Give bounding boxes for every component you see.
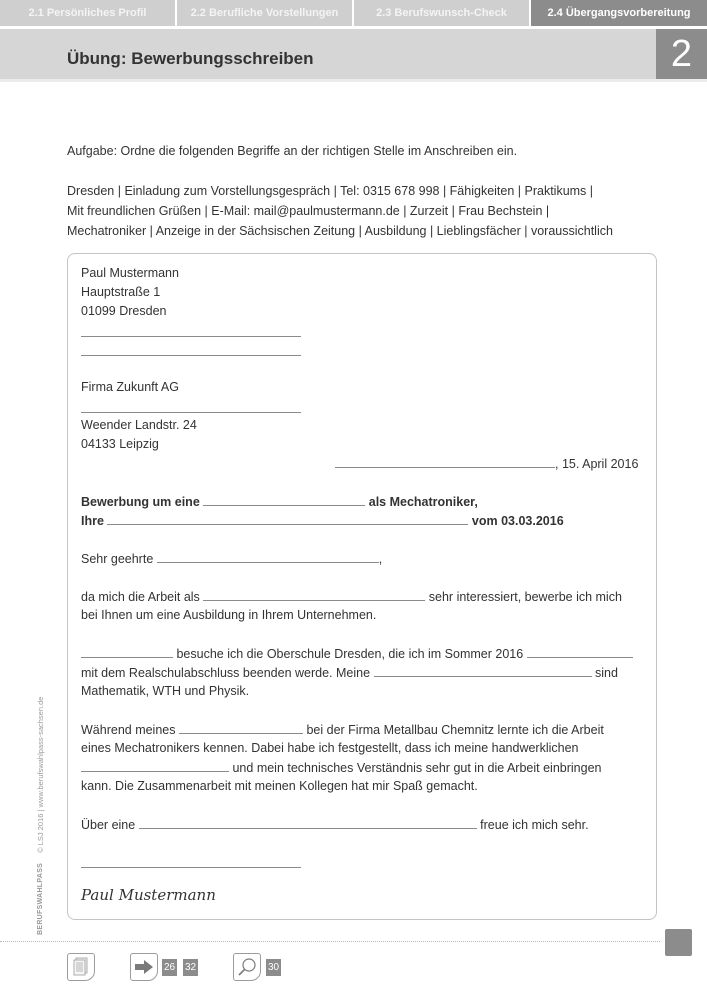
paragraph-3-line-4: kann. Die Zusammenarbeit mit meinen Kollegen hat mir Spaß gemacht.: [81, 779, 478, 793]
term-line: Mechatroniker | Anzeige in der Sächsischen Zeitung | Ausbildung | Lieblingsfächer | voraussichtlich: [67, 224, 613, 238]
header-divider: [0, 79, 707, 82]
letter-box: [67, 253, 657, 920]
paragraph-text: besuche ich die Oberschule Dresden, die ich im Sommer 2016: [176, 647, 524, 661]
signature: Paul Mustermann: [81, 886, 216, 904]
subject-text: Bewerbung um eine: [81, 495, 200, 509]
paragraph-2-line-1: [81, 646, 633, 661]
sidebar-copyright: [36, 697, 45, 935]
sender-street: Hauptstraße 1: [81, 285, 161, 299]
arrow-right-icon-glyph: [134, 959, 154, 975]
blank-skills[interactable]: [81, 760, 229, 772]
section-tabs: [0, 0, 707, 26]
tab-berufliche-vorstellungen[interactable]: 2.2 Berufliche Vorstellungen: [177, 0, 354, 26]
paragraph-3-line-1: [81, 722, 604, 737]
subject-text: als Mechatroniker,: [368, 495, 478, 509]
magnifier-icon-glyph: [237, 957, 257, 977]
blank-sender-email[interactable]: [81, 355, 301, 356]
recipient-company: Firma Zukunft AG: [81, 380, 179, 394]
page-ref-badge[interactable]: 32: [183, 959, 198, 976]
page-title: Übung: Bewerbungsschreiben: [67, 49, 314, 68]
blank-subject-position[interactable]: [203, 494, 365, 506]
paragraph-text: mit dem Realschulabschluss beenden werde. Meine: [81, 666, 371, 680]
blank-sender-phone[interactable]: [81, 336, 301, 337]
recipient-city: 04133 Leipzig: [81, 437, 159, 451]
blank-subject-reference[interactable]: [107, 513, 468, 525]
paragraph-text: und mein technisches Verständnis sehr gut in die Arbeit einbringen: [232, 761, 602, 775]
blank-currently[interactable]: [81, 646, 173, 658]
blank-salutation-name[interactable]: [157, 551, 379, 563]
page-ref-badge[interactable]: 26: [162, 959, 177, 976]
blank-place[interactable]: [335, 456, 555, 468]
arrow-right-icon[interactable]: [130, 953, 158, 981]
paragraph-text: Über eine: [81, 818, 136, 832]
page-ref-badge[interactable]: 30: [266, 959, 281, 976]
document-icon-glyph: [73, 957, 89, 977]
blank-probably[interactable]: [527, 646, 633, 658]
tab-persoenliches-profil[interactable]: 2.1 Persönliches Profil: [0, 0, 177, 26]
tab-berufswunsch-check[interactable]: 2.3 Berufswunsch-Check: [354, 0, 531, 26]
magnifier-icon[interactable]: [233, 953, 261, 981]
subject-text: Ihre: [81, 514, 104, 528]
subject-line-2: [81, 513, 564, 528]
blank-recipient-person[interactable]: [81, 412, 301, 413]
paragraph-3-line-2: eines Mechatronikers kennen. Dabei habe ich festgestellt, dass ich meine handwerklichen: [81, 741, 579, 755]
recipient-street: Weender Landstr. 24: [81, 418, 197, 432]
paragraph-1-line-2: bei Ihnen um eine Ausbildung in Ihrem Unternehmen.: [81, 608, 377, 622]
copyright-text: © LSJ 2016 | www.berufswahlpass-sachsen.de: [36, 696, 45, 853]
subject-line-1: [81, 494, 478, 509]
page-marker: [665, 929, 692, 956]
tab-uebergangsvorbereitung[interactable]: 2.4 Übergangsvorbereitung: [531, 0, 707, 26]
subject-text: vom 03.03.2016: [471, 514, 564, 528]
term-line: Dresden | Einladung zum Vorstellungsgespräch | Tel: 0315 678 998 | Fähigkeiten | Praktikums |: [67, 184, 594, 198]
salutation-text: Sehr geehrte: [81, 552, 154, 566]
salutation: [81, 551, 382, 566]
term-line: Mit freundlichen Grüßen | E-Mail: mail@paulmustermann.de | Zurzeit | Frau Bechstein |: [67, 204, 550, 218]
date-text: , 15. April 2016: [555, 457, 639, 471]
paragraph-text: da mich die Arbeit als: [81, 590, 200, 604]
sender-city: 01099 Dresden: [81, 304, 167, 318]
salutation-comma: ,: [378, 552, 383, 566]
paragraph-text: freue ich mich sehr.: [480, 818, 589, 832]
blank-closing[interactable]: [81, 867, 301, 868]
brand-logo: BERUFSWAHLPASS: [37, 862, 44, 935]
sender-name: Paul Mustermann: [81, 266, 179, 280]
chapter-number: 2: [656, 29, 707, 79]
footer-divider: [0, 941, 660, 942]
paragraph-2-line-2: [81, 665, 618, 680]
paragraph-1-line-1: [81, 589, 622, 604]
paragraph-3-line-3: [81, 760, 601, 775]
paragraph-text: Während meines: [81, 723, 176, 737]
blank-internship[interactable]: [179, 722, 303, 734]
blank-favorite-subjects[interactable]: [374, 665, 592, 677]
paragraph-text: sind: [595, 666, 618, 680]
paragraph-4: [81, 817, 589, 832]
document-icon[interactable]: [67, 953, 95, 981]
task-instruction: Aufgabe: Ordne die folgenden Begriffe an der richtigen Stelle im Anschreiben ein.: [67, 144, 518, 158]
paragraph-text: bei der Firma Metallbau Chemnitz lernte ich die Arbeit: [306, 723, 604, 737]
term-list: [67, 181, 657, 241]
date-line: [335, 456, 638, 471]
blank-invitation[interactable]: [139, 817, 477, 829]
blank-job-title[interactable]: [203, 589, 425, 601]
paragraph-2-line-3: Mathematik, WTH und Physik.: [81, 684, 250, 698]
paragraph-text: sehr interessiert, bewerbe ich mich: [428, 590, 622, 604]
